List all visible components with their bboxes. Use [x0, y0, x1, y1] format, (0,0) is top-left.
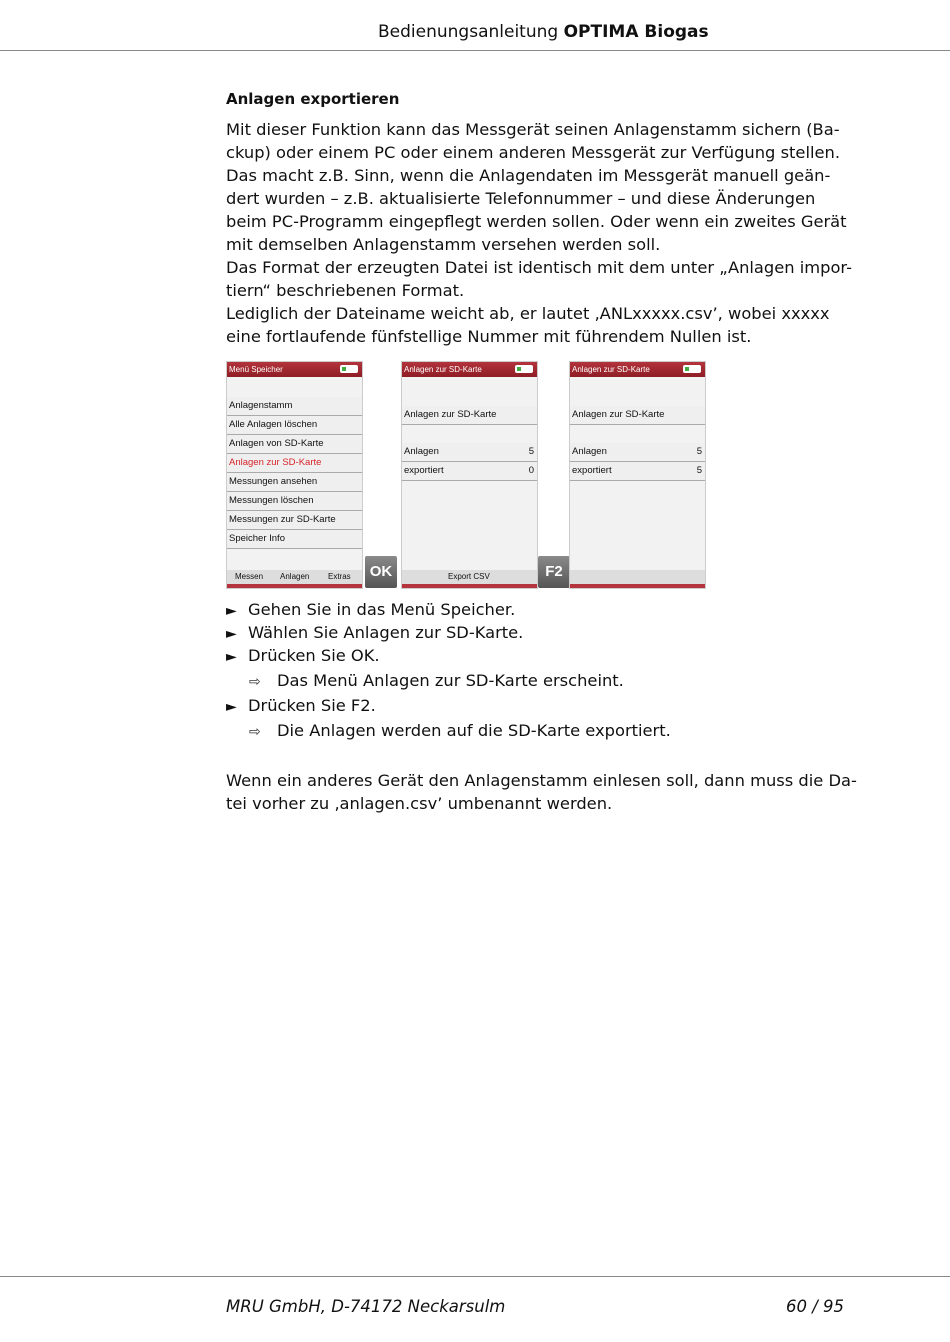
- value-number: 5: [696, 465, 702, 476]
- softkey-messen[interactable]: Messen: [235, 572, 264, 581]
- main-content: [226, 90, 852, 348]
- step-action: [226, 598, 846, 621]
- footer-divider: [0, 1276, 950, 1277]
- step-text: Drücken Sie OK.: [248, 646, 380, 665]
- header-title: [378, 22, 709, 42]
- instruction-steps: [226, 598, 846, 744]
- play-arrow-icon: ►: [226, 603, 237, 619]
- step-action: [226, 694, 846, 717]
- screen-heading: Anlagen zur SD-Karte: [402, 406, 537, 425]
- value-row: [570, 443, 705, 462]
- header-title-prefix: Bedienungsanleitung: [378, 22, 559, 42]
- page-header: [0, 0, 950, 51]
- value-number: 5: [528, 446, 534, 457]
- play-arrow-icon: ►: [226, 649, 237, 665]
- menu-item[interactable]: Alle Anlagen löschen: [227, 416, 362, 435]
- paragraph-line: tiern“ beschriebenen Format.: [226, 281, 465, 300]
- paragraph-line: ckup) oder einem PC oder einem anderen Messgerät zur Verfügung stellen.: [226, 143, 841, 162]
- screen-title: Anlagen zur SD-Karte: [572, 365, 650, 374]
- page-number: 60 / 95: [786, 1297, 845, 1316]
- value-number: 0: [528, 465, 534, 476]
- screen-export-after: [569, 361, 706, 589]
- screen-menu-speicher: [226, 361, 363, 589]
- softkey-extras[interactable]: Extras: [328, 572, 351, 581]
- step-text: Gehen Sie in das Menü Speicher.: [248, 600, 516, 619]
- step-result: [226, 667, 846, 694]
- result-text: Das Menü Anlagen zur SD-Karte erscheint.: [277, 671, 624, 690]
- menu-item[interactable]: Messungen löschen: [227, 492, 362, 511]
- device-screenshots: [226, 361, 706, 589]
- softkey-anlagen[interactable]: Anlagen: [280, 572, 310, 581]
- f2-key[interactable]: F2: [538, 556, 570, 588]
- play-arrow-icon: ►: [226, 699, 237, 715]
- closing-line: tei vorher zu ‚anlagen.csv’ umbenannt werden.: [226, 794, 613, 813]
- menu-item[interactable]: Anlagenstamm: [227, 397, 362, 416]
- softkey-export-csv[interactable]: Export CSV: [448, 572, 490, 581]
- paragraph-line: mit demselben Anlagenstamm versehen werden soll.: [226, 235, 661, 254]
- softkey-bar: [570, 570, 705, 588]
- ok-key[interactable]: OK: [365, 556, 397, 588]
- paragraph-line: Das Format der erzeugten Datei ist identisch mit dem unter „Anlagen impor-: [226, 258, 852, 277]
- paragraph-line: Lediglich der Dateiname weicht ab, er lautet ‚ANLxxxxx.csv’, wobei xxxxx: [226, 304, 830, 323]
- paragraph-line: dert wurden – z.B. aktualisierte Telefonnummer – und diese Änderungen: [226, 189, 816, 208]
- spacer: [227, 377, 362, 397]
- softkey-bar: [402, 570, 537, 588]
- spacer: [402, 425, 537, 443]
- spacer: [402, 377, 537, 406]
- step-action: [226, 621, 846, 644]
- menu-item[interactable]: Messungen ansehen: [227, 473, 362, 492]
- screen-title-bar: [570, 362, 705, 377]
- value-row: [402, 462, 537, 481]
- spacer: [570, 425, 705, 443]
- menu-item[interactable]: Speicher Info: [227, 530, 362, 549]
- result-arrow-icon: ⇨: [249, 674, 261, 690]
- battery-icon: [340, 365, 358, 373]
- step-action: [226, 644, 846, 667]
- closing-paragraph: [226, 769, 857, 815]
- value-row: [570, 462, 705, 481]
- battery-icon: [515, 365, 533, 373]
- battery-icon: [683, 365, 701, 373]
- footer-company: MRU GmbH, D-74172 Neckarsulm: [226, 1297, 506, 1316]
- result-arrow-icon: ⇨: [249, 724, 261, 740]
- softkey-bar: [227, 570, 362, 588]
- menu-item[interactable]: Anlagen von SD-Karte: [227, 435, 362, 454]
- screen-title-bar: [402, 362, 537, 377]
- paragraph-line: beim PC-Programm eingepflegt werden sollen. Oder wenn ein zweites Gerät: [226, 212, 847, 231]
- closing-line: Wenn ein anderes Gerät den Anlagenstamm einlesen soll, dann muss die Da-: [226, 771, 857, 790]
- section-paragraph: [226, 118, 852, 348]
- screen-export-before: [401, 361, 538, 589]
- play-arrow-icon: ►: [226, 626, 237, 642]
- step-text: Wählen Sie Anlagen zur SD-Karte.: [248, 623, 524, 642]
- value-label: exportiert: [572, 465, 612, 476]
- paragraph-line: Mit dieser Funktion kann das Messgerät seinen Anlagenstamm sichern (Ba-: [226, 120, 840, 139]
- step-text: Drücken Sie F2.: [248, 696, 376, 715]
- paragraph-line: Das macht z.B. Sinn, wenn die Anlagendaten im Messgerät manuell geän-: [226, 166, 831, 185]
- menu-item-selected[interactable]: Anlagen zur SD-Karte: [227, 454, 362, 473]
- result-text: Die Anlagen werden auf die SD-Karte exportiert.: [277, 721, 671, 740]
- step-result: [226, 717, 846, 744]
- value-number: 5: [696, 446, 702, 457]
- value-label: exportiert: [404, 465, 444, 476]
- value-label: Anlagen: [404, 446, 439, 457]
- spacer: [570, 377, 705, 406]
- screen-heading: Anlagen zur SD-Karte: [570, 406, 705, 425]
- paragraph-line: eine fortlaufende fünfstellige Nummer mit führendem Nullen ist.: [226, 327, 752, 346]
- value-label: Anlagen: [572, 446, 607, 457]
- screen-title-bar: [227, 362, 362, 377]
- screen-title: Anlagen zur SD-Karte: [404, 365, 482, 374]
- menu-item[interactable]: Messungen zur SD-Karte: [227, 511, 362, 530]
- screen-title: Menü Speicher: [229, 365, 283, 374]
- value-row: [402, 443, 537, 462]
- header-title-product: OPTIMA Biogas: [563, 22, 709, 42]
- section-title: Anlagen exportieren: [226, 90, 400, 108]
